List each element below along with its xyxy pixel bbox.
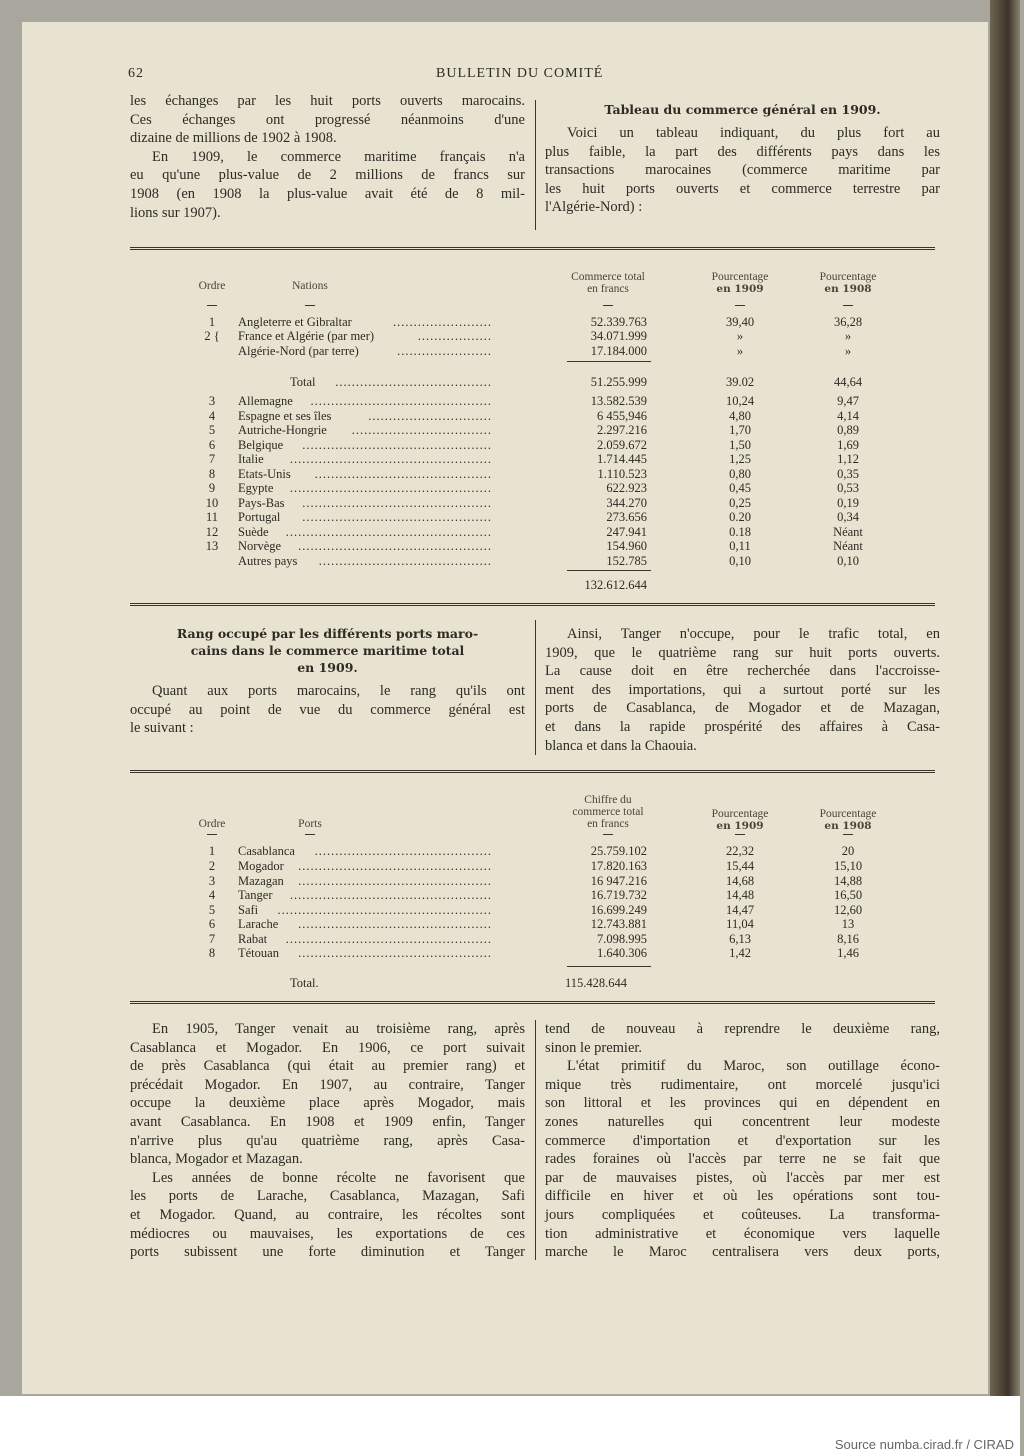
text-line: Ainsi, Tanger n'occupe, pour le trafic total, en — [567, 626, 940, 642]
row-pct-1909: 6,13 — [729, 932, 751, 946]
row-order: 6 — [208, 917, 216, 931]
row-value: 25.759.102 — [590, 844, 647, 858]
text-line: occupé au point de vue du commerce général est — [130, 701, 525, 718]
table-row — [0, 539, 900, 554]
column-header-value — [548, 271, 668, 295]
row-name: Tétouan — [238, 946, 279, 960]
heading-line: Rang occupé par les différents ports maro- — [176, 626, 479, 641]
text-line: difficile en hiver et où les opérations sont tou- — [545, 1188, 940, 1205]
row-name: Portugal — [238, 510, 281, 524]
table-row — [0, 344, 900, 359]
leader-dots: .................. — [417, 329, 492, 343]
row-order: 3 — [208, 874, 216, 888]
row-name: Total — [290, 375, 316, 389]
section-heading — [130, 625, 525, 676]
leader-dots: ................................................. — [289, 481, 492, 495]
header-line: commerce total — [572, 806, 644, 818]
row-order: 1 — [208, 315, 216, 329]
text-line: marche le Maroc centralisera vers deux ports, — [545, 1244, 940, 1261]
row-pct-1909: 1,25 — [729, 452, 751, 466]
row-value: 1.640.306 — [597, 946, 647, 960]
table-row — [0, 917, 900, 932]
header-dash — [843, 305, 853, 306]
text-line: les huit ports ouverts et commerce terrestre par — [545, 180, 940, 197]
row-pct-1908: » — [844, 329, 852, 343]
header-dash — [207, 305, 217, 306]
text-line: zones naturelles qui concentrent leur modeste — [545, 1113, 940, 1130]
row-pct-1909: 0,11 — [729, 539, 751, 553]
table-row — [0, 329, 900, 344]
header-line: Ordre — [198, 280, 226, 292]
row-order: 10 — [205, 496, 219, 510]
table-row — [0, 496, 900, 511]
row-pct-1908: 13 — [841, 917, 855, 931]
leader-dots: .............................. — [368, 409, 492, 423]
row-name: Safi — [238, 903, 259, 917]
row-order: 4 — [208, 409, 216, 423]
leader-dots: .................................................... — [277, 903, 492, 917]
row-pct-1909: 0.20 — [729, 510, 751, 524]
header-dash — [305, 834, 315, 835]
text-line: lions sur 1907). — [130, 204, 221, 221]
header-dash — [735, 834, 745, 835]
row-order: 13 — [205, 539, 219, 553]
row-order: 12 — [205, 525, 219, 539]
row-value: 6 455,946 — [597, 409, 647, 423]
leader-dots: ........................................... — [314, 844, 492, 858]
row-pct-1909: 0.18 — [729, 525, 751, 539]
header-dash — [603, 834, 613, 835]
row-pct-1909: 10,24 — [725, 394, 755, 408]
column-header-order — [187, 818, 237, 830]
row-name: Rabat — [238, 932, 268, 946]
text-line: mique très rudimentaire, ont morcelé jusqu'ici — [545, 1076, 940, 1093]
table-row — [0, 438, 900, 453]
row-order: 3 — [208, 394, 216, 408]
header-line: en francs — [587, 818, 629, 830]
row-pct-1908: 0,19 — [837, 496, 859, 510]
row-value: 2.059.672 — [597, 438, 647, 452]
row-pct-1908: 14,88 — [833, 874, 863, 888]
text-line: médiocres ou mauvaises, les exportations de ces — [130, 1225, 525, 1242]
row-name: Italie — [238, 452, 264, 466]
row-name: Egypte — [238, 481, 274, 495]
leader-dots: ........................ — [393, 315, 492, 329]
running-title: BULLETIN DU COMITÉ — [436, 66, 604, 81]
table-row — [0, 375, 900, 390]
row-value: 622.923 — [606, 481, 647, 495]
column-header-name — [250, 818, 370, 830]
text-line: Quant aux ports marocains, le rang qu'ils ont — [152, 683, 525, 699]
row-pct-1908: 16,50 — [833, 888, 863, 902]
text-line: les ports de Larache, Casablanca, Mazagan, Safi — [130, 1188, 525, 1205]
row-name: Mogador — [238, 859, 284, 873]
text-line: avant Casablanca. En 1908 et 1909 enfin, Tanger — [130, 1113, 525, 1130]
table-row — [0, 452, 900, 467]
row-name: Tanger — [238, 888, 273, 902]
row-name: Pays-Bas — [238, 496, 285, 510]
source-credit: Source numba.cirad.fr / CIRAD — [834, 1437, 1014, 1452]
text-line: le suivant : — [130, 720, 194, 737]
row-name: Espagne et ses îles — [238, 409, 332, 423]
row-value: 16 947.216 — [590, 874, 647, 888]
header-dash — [735, 305, 745, 306]
heading-line: cains dans le commerce maritime total — [190, 643, 465, 658]
table-row — [0, 409, 900, 424]
row-name: France et Algérie (par mer) — [238, 329, 375, 343]
table-row — [0, 946, 900, 961]
row-name: Autriche-Hongrie — [238, 423, 327, 437]
row-pct-1909: 0,45 — [729, 481, 751, 495]
row-pct-1908: 44,64 — [833, 375, 863, 389]
grand-total: 132.612.644 — [584, 578, 647, 592]
row-pct-1908: 0,53 — [837, 481, 859, 495]
header-line: en 1908 — [824, 283, 872, 295]
row-name: Etats-Unis — [238, 467, 291, 481]
column-header-p1909 — [690, 271, 790, 295]
double-rule — [130, 247, 935, 252]
sum-rule — [567, 966, 651, 969]
text-line: occupe la deuxième place après Mogador, mais — [130, 1095, 525, 1112]
header-line: en 1909 — [716, 283, 764, 295]
row-pct-1909: 1,50 — [729, 438, 751, 452]
row-pct-1908: 4,14 — [837, 409, 859, 423]
table-row — [0, 315, 900, 330]
row-value: 7.098.995 — [597, 932, 647, 946]
row-pct-1909: 39,40 — [725, 315, 755, 329]
text-line: jours compliquées et coûteuses. La transforma- — [545, 1206, 940, 1223]
row-pct-1908: 12,60 — [833, 903, 863, 917]
table-row — [0, 423, 900, 438]
header-line: en francs — [587, 283, 629, 295]
total-label: Total. — [290, 976, 319, 990]
text-line: transactions marocaines (commerce maritime par — [545, 162, 940, 179]
column-header-p1909 — [690, 808, 790, 832]
row-order: 7 — [208, 932, 216, 946]
row-pct-1909: 1,70 — [729, 423, 751, 437]
header-line: en 1908 — [824, 820, 872, 832]
text-line: ports de Casablanca, de Mogador et de Mazagan, — [545, 700, 940, 717]
column-header-order — [187, 280, 237, 292]
row-name: Autres pays — [238, 554, 298, 568]
row-pct-1908: Néant — [833, 539, 863, 553]
text-column-bottom-left — [130, 1020, 525, 1262]
column-header-p1908 — [798, 271, 898, 295]
header-line: Ports — [298, 818, 322, 830]
table-row — [0, 844, 900, 859]
header-dash — [207, 834, 217, 835]
row-value: 152.785 — [606, 554, 647, 568]
row-value: 2.297.216 — [597, 423, 647, 437]
row-pct-1908: Néant — [833, 525, 863, 539]
row-name: Casablanca — [238, 844, 295, 858]
row-order: 6 — [208, 438, 216, 452]
row-pct-1908: 15,10 — [833, 859, 863, 873]
row-pct-1909: 14,48 — [725, 888, 755, 902]
text-line: ment des importations, qui a surtout porté sur les — [545, 681, 940, 698]
text-line: 1909, que le quatrième rang sur huit ports ouverts. — [545, 644, 940, 661]
leader-dots: ............................................... — [298, 874, 492, 888]
row-name: Norvège — [238, 539, 282, 553]
text-column-top-right — [545, 101, 940, 217]
heading-line: en 1909. — [297, 660, 358, 675]
leader-dots: .................................................. — [285, 525, 492, 539]
row-value: 13.582.539 — [590, 394, 647, 408]
row-value: 17.184.000 — [590, 344, 647, 358]
row-order: 7 — [208, 452, 216, 466]
row-pct-1909: 1,42 — [729, 946, 751, 960]
column-header-p1908 — [798, 808, 898, 832]
row-value: 16.699.249 — [590, 903, 647, 917]
table-row — [0, 554, 900, 569]
text-line: plus faible, la part des différents pays dans les — [545, 143, 940, 160]
leader-dots: ....................... — [397, 344, 492, 358]
row-order: 8 — [208, 946, 216, 960]
text-line: L'état primitif du Maroc, son outillage écono- — [567, 1058, 940, 1075]
row-name: Larache — [238, 917, 279, 931]
header-dash — [603, 305, 613, 306]
text-line: les échanges par les huit ports ouverts marocains. — [130, 93, 525, 109]
row-order: 2 — [208, 859, 216, 873]
leader-dots: ............................................... — [298, 859, 492, 873]
text-line: de près Casablanca (qui était au premier rang) et — [130, 1058, 525, 1075]
row-order: 2 { — [204, 329, 220, 343]
row-value: 273.656 — [606, 510, 647, 524]
row-pct-1908: 1,69 — [837, 438, 859, 452]
text-line: et Mogador. Quand, au contraire, les récoltes sont — [130, 1206, 525, 1223]
text-line: son littoral et les provinces qui en dépendent en — [545, 1095, 940, 1112]
text-line: Casablanca et Mogador. En 1906, ce port suivait — [130, 1039, 525, 1056]
grand-total: 115.428.644 — [565, 976, 628, 990]
row-pct-1908: 20 — [841, 844, 855, 858]
header-line: Commerce total — [571, 271, 645, 283]
page-number: 62 — [128, 66, 144, 81]
text-line: commerce d'importation et d'exportation sur les — [545, 1132, 940, 1149]
column-header-name — [250, 280, 370, 292]
text-line: dizaine de millions de 1902 à 1908. — [130, 130, 337, 147]
row-name: Suède — [238, 525, 269, 539]
table-row — [0, 467, 900, 482]
header-line: en 1909 — [716, 820, 764, 832]
leader-dots: ............................................... — [298, 917, 492, 931]
row-order: 11 — [205, 510, 219, 524]
text-column-bottom-right — [545, 1020, 940, 1262]
leader-dots: .................................. — [351, 423, 492, 437]
leader-dots: ........................................... — [314, 467, 492, 481]
sum-rule — [567, 361, 651, 364]
row-value: 154.960 — [606, 539, 647, 553]
header-line: Pourcentage — [711, 271, 769, 283]
row-pct-1909: 11,04 — [726, 917, 754, 931]
row-order: 4 — [208, 888, 216, 902]
table-row — [0, 903, 900, 918]
double-rule — [130, 770, 935, 775]
text-line: rades foraines où l'accès par terre ne se fait que — [545, 1151, 940, 1168]
leader-dots: .................................................. — [285, 932, 492, 946]
row-pct-1909: 15,44 — [725, 859, 755, 873]
leader-dots: .............................................. — [302, 496, 492, 510]
row-pct-1909: » — [736, 329, 744, 343]
text-line: précédait Mogador. En 1907, au contraire, Tanger — [130, 1076, 525, 1093]
text-line: tend de nouveau à reprendre le deuxième rang, — [545, 1021, 940, 1037]
row-value: 1.110.523 — [597, 467, 647, 481]
header-line: Pourcentage — [819, 808, 877, 820]
row-value: 34.071.999 — [590, 329, 647, 343]
row-pct-1908: 36,28 — [833, 315, 863, 329]
header-line: Nations — [292, 280, 328, 292]
table-row — [0, 874, 900, 889]
row-name: Belgique — [238, 438, 284, 452]
column-divider — [535, 620, 536, 755]
row-value: 17.820.163 — [590, 859, 647, 873]
text-line: La cause doit en être recherchée dans l'accroisse- — [545, 663, 940, 680]
header-dash — [305, 305, 315, 306]
header-dash — [843, 834, 853, 835]
row-pct-1908: » — [844, 344, 852, 358]
row-value: 51.255.999 — [590, 375, 647, 389]
text-line: par de mauvaises pistes, où l'accès par mer est — [545, 1169, 940, 1186]
table-row — [0, 525, 900, 540]
leader-dots: ................................................. — [289, 452, 492, 466]
table-row — [0, 888, 900, 903]
row-order: 1 — [208, 844, 216, 858]
row-pct-1909: 39.02 — [725, 375, 755, 389]
text-line: tion administrative et économique vers laquelle — [545, 1225, 940, 1242]
double-rule — [130, 1001, 935, 1006]
header-line: Pourcentage — [819, 271, 877, 283]
text-line: eu qu'une plus-value de 2 millions de francs sur — [130, 167, 525, 184]
row-value: 12.743.881 — [590, 917, 647, 931]
text-line: Voici un tableau indiquant, du plus fort au — [567, 125, 940, 141]
row-name: Allemagne — [238, 394, 293, 408]
text-line: et dans la rapide prospérité des affaires à Casa- — [545, 718, 940, 735]
text-line: blanca, Mogador et Mazagan. — [130, 1151, 303, 1168]
footer-bar — [0, 1396, 1020, 1456]
text-column-mid-left — [130, 625, 525, 738]
text-line: 1908 (en 1908 la plus-value avait été de 8 mil- — [130, 185, 525, 202]
row-pct-1908: 0,10 — [837, 554, 859, 568]
header-line: Pourcentage — [711, 808, 769, 820]
row-order: 5 — [208, 903, 216, 917]
heading-line: Tableau du commerce général en 1909. — [604, 102, 881, 117]
text-column-mid-right — [545, 625, 940, 755]
row-name: Angleterre et Gibraltar — [238, 315, 352, 329]
row-pct-1908: 9,47 — [837, 394, 859, 408]
table-row — [0, 932, 900, 947]
table-row — [0, 510, 900, 525]
column-divider — [535, 100, 536, 230]
header-line: Ordre — [198, 818, 226, 830]
sum-rule — [567, 570, 651, 573]
leader-dots: ............................................ — [310, 394, 492, 408]
leader-dots: ...................................... — [335, 375, 492, 389]
leader-dots: ............................................... — [298, 539, 492, 553]
leader-dots: .............................................. — [302, 438, 492, 452]
column-divider — [535, 1020, 536, 1260]
row-value: 247.941 — [606, 525, 647, 539]
leader-dots: ............................................... — [298, 946, 492, 960]
row-pct-1909: 0,10 — [729, 554, 751, 568]
row-pct-1909: 14,68 — [725, 874, 755, 888]
row-pct-1909: 22,32 — [725, 844, 755, 858]
section-heading — [545, 101, 940, 118]
row-pct-1909: 0,25 — [729, 496, 751, 510]
row-pct-1908: 8,16 — [837, 932, 859, 946]
table-row — [0, 859, 900, 874]
text-line: sinon le premier. — [545, 1039, 643, 1056]
row-name: Algérie-Nord (par terre) — [238, 344, 359, 358]
leader-dots: .............................................. — [302, 510, 492, 524]
leader-dots: ................................................. — [289, 888, 492, 902]
row-pct-1909: 4,80 — [729, 409, 751, 423]
text-line: Ces échanges ont progressé néanmoins d'une — [130, 111, 525, 128]
text-column-top-left — [130, 92, 525, 222]
text-line: ports subissent une forte diminution et Tanger — [130, 1244, 525, 1261]
double-rule — [130, 603, 935, 608]
row-order: 8 — [208, 467, 216, 481]
row-pct-1908: 0,34 — [837, 510, 859, 524]
text-line: blanca et dans la Chaouia. — [545, 737, 697, 754]
row-name: Mazagan — [238, 874, 284, 888]
row-pct-1909: 0,80 — [729, 467, 751, 481]
leader-dots: .......................................... — [318, 554, 492, 568]
text-line: l'Algérie-Nord) : — [545, 199, 643, 216]
row-order: 9 — [208, 481, 216, 495]
row-pct-1908: 0,35 — [837, 467, 859, 481]
header-line: Chiffre du — [584, 794, 632, 806]
row-order: 5 — [208, 423, 216, 437]
text-line: Les années de bonne récolte ne favorisent que — [152, 1169, 525, 1186]
row-pct-1909: 14,47 — [725, 903, 755, 917]
row-value: 344.270 — [606, 496, 647, 510]
text-line: En 1909, le commerce maritime français n'a — [152, 148, 525, 165]
text-line: En 1905, Tanger venait au troisième rang, après — [152, 1021, 525, 1037]
text-line: n'arrive plus qu'au quatrième rang, après Casa- — [130, 1132, 525, 1149]
book-binding — [990, 0, 1020, 1396]
row-value: 52.339.763 — [590, 315, 647, 329]
row-pct-1908: 1,46 — [837, 946, 859, 960]
row-pct-1909: » — [736, 344, 744, 358]
row-pct-1908: 1,12 — [837, 452, 859, 466]
row-value: 1.714.445 — [597, 452, 647, 466]
column-header-value — [548, 794, 668, 830]
table-row — [0, 481, 900, 496]
row-pct-1908: 0,89 — [837, 423, 859, 437]
row-value: 16.719.732 — [590, 888, 647, 902]
table-row — [0, 394, 900, 409]
